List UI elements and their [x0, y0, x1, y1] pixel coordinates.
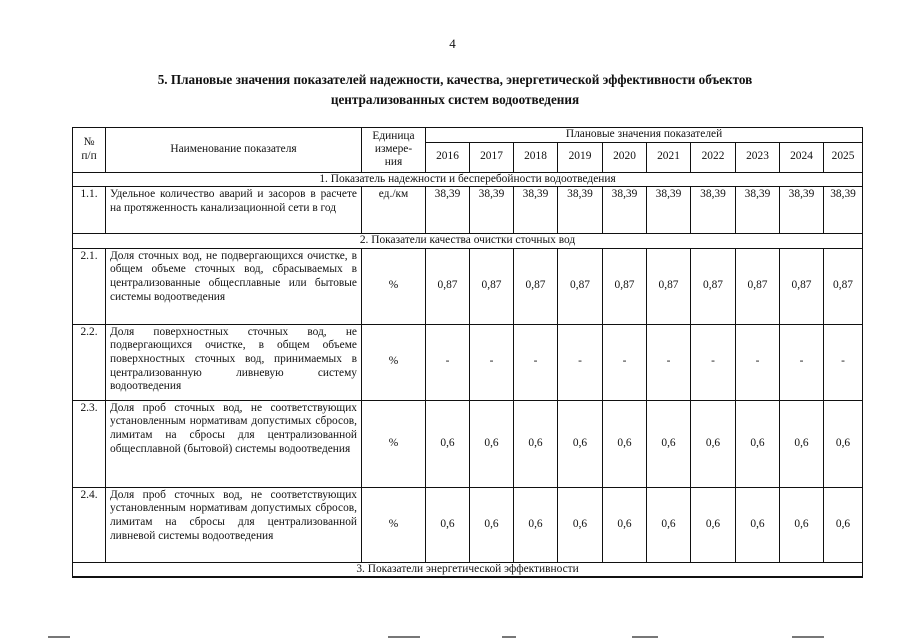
scan-edge-mark: [48, 636, 70, 638]
planned-value: 0,6: [426, 487, 470, 562]
planned-value: 38,39: [691, 187, 736, 234]
row-number: 2.2.: [73, 324, 106, 400]
planned-value: 0,87: [426, 248, 470, 324]
planned-value: 38,39: [603, 187, 647, 234]
planned-value: 0,6: [824, 487, 863, 562]
planned-value: 0,6: [603, 487, 647, 562]
header-planned-values: Плановые значения показателей: [426, 128, 863, 143]
planned-value: 0,6: [470, 400, 514, 487]
planned-value: 0,6: [647, 400, 691, 487]
planned-value: -: [426, 324, 470, 400]
heading-line-2: централизованных систем водоотведения: [330, 92, 580, 107]
planned-value: 38,39: [426, 187, 470, 234]
row-number: 1.1.: [73, 187, 106, 234]
header-year: 2017: [470, 142, 514, 172]
indicator-unit: %: [362, 487, 426, 562]
planned-value: 0,6: [558, 487, 603, 562]
planned-value: 0,87: [558, 248, 603, 324]
planned-value: 0,87: [470, 248, 514, 324]
planned-value: -: [780, 324, 824, 400]
header-year: 2016: [426, 142, 470, 172]
table-row: [73, 324, 863, 400]
row-number: 2.1.: [73, 248, 106, 324]
indicator-unit: %: [362, 324, 426, 400]
planned-value: 0,87: [647, 248, 691, 324]
planned-value: 38,39: [470, 187, 514, 234]
planned-value: 0,6: [824, 400, 863, 487]
planned-value: -: [514, 324, 558, 400]
planned-value: 38,39: [780, 187, 824, 234]
table-row: [73, 400, 863, 487]
scan-edge-mark: [388, 636, 420, 638]
planned-value: 0,6: [691, 400, 736, 487]
table-row: [73, 248, 863, 324]
header-year: 2018: [514, 142, 558, 172]
planned-value: 0,87: [736, 248, 780, 324]
planned-value: 0,87: [824, 248, 863, 324]
planned-value: -: [824, 324, 863, 400]
scan-edge-mark: [632, 636, 658, 638]
header-num: № п/п: [73, 128, 106, 173]
planned-value: 0,87: [514, 248, 558, 324]
planned-value: 0,6: [691, 487, 736, 562]
planned-value: 0,87: [603, 248, 647, 324]
scan-edge-mark: [502, 636, 516, 638]
indicators-table: [72, 127, 863, 578]
header-year: 2020: [603, 142, 647, 172]
planned-value: 0,6: [426, 400, 470, 487]
planned-value: 0,87: [691, 248, 736, 324]
header-year: 2022: [691, 142, 736, 172]
planned-value: -: [691, 324, 736, 400]
table-header: [73, 128, 863, 173]
planned-value: -: [470, 324, 514, 400]
planned-value: 0,87: [780, 248, 824, 324]
planned-value: 38,39: [736, 187, 780, 234]
section-row: [73, 562, 863, 577]
header-year: 2021: [647, 142, 691, 172]
row-number: 2.3.: [73, 400, 106, 487]
planned-value: 0,6: [647, 487, 691, 562]
planned-value: 0,6: [514, 400, 558, 487]
planned-value: 38,39: [514, 187, 558, 234]
header-year: 2024: [780, 142, 824, 172]
planned-value: 0,6: [736, 487, 780, 562]
section-title: 3. Показатели энергетической эффективности: [73, 562, 863, 577]
indicator-name: Доля поверхностных сточных вод, не подвергающихся очистке, в общем объеме поверхностных сточных вод, принимаемых в централизованную ливневую систему водоотведения: [106, 324, 362, 400]
header-name: Наименование показателя: [106, 128, 362, 173]
indicator-unit: %: [362, 400, 426, 487]
header-unit: Единица измере- ния: [362, 128, 426, 173]
section-title: 2. Показатели качества очистки сточных вод: [73, 234, 863, 249]
planned-value: 0,6: [470, 487, 514, 562]
header-year: 2019: [558, 142, 603, 172]
planned-value: 38,39: [647, 187, 691, 234]
section-title: 1. Показатель надежности и бесперебойности водоотведения: [73, 172, 863, 187]
planned-value: -: [736, 324, 780, 400]
scan-edge-mark: [792, 636, 824, 638]
row-number: 2.4.: [73, 487, 106, 562]
header-year: 2025: [824, 142, 863, 172]
planned-value: 0,6: [736, 400, 780, 487]
header-year: 2023: [736, 142, 780, 172]
planned-value: 38,39: [824, 187, 863, 234]
section-row: [73, 172, 863, 187]
indicator-name: Доля проб сточных вод, не соответствующих установленным нормативам допустимых сбросов, лимитам на сбросы для централизованной ливневой системы водоотведения: [106, 487, 362, 562]
document-heading: [60, 70, 850, 110]
indicator-unit: %: [362, 248, 426, 324]
planned-value: 0,6: [780, 487, 824, 562]
indicator-name: Удельное количество аварий и засоров в расчете на протяженность канализационной сети в год: [106, 187, 362, 234]
section-row: [73, 234, 863, 249]
heading-line-1: 5. Плановые значения показателей надежности, качества, энергетической эффективности объектов: [157, 72, 753, 87]
table-row: [73, 187, 863, 234]
indicator-name: Доля проб сточных вод, не соответствующих установленным нормативам допустимых сбросов, лимитам на сбросы для централизованной общесплавной (бытовой) системы водоотведения: [106, 400, 362, 487]
planned-value: 0,6: [558, 400, 603, 487]
planned-value: 0,6: [514, 487, 558, 562]
planned-value: -: [603, 324, 647, 400]
table-body: [73, 172, 863, 577]
planned-value: 0,6: [780, 400, 824, 487]
planned-value: 0,6: [603, 400, 647, 487]
indicator-name: Доля сточных вод, не подвергающихся очистке, в общем объеме сточных вод, сбрасываемых в централизованные общесплавные или бытовые системы водоотведения: [106, 248, 362, 324]
planned-value: 38,39: [558, 187, 603, 234]
table-row: [73, 487, 863, 562]
planned-value: -: [558, 324, 603, 400]
planned-value: -: [647, 324, 691, 400]
page-number: 4: [449, 36, 456, 51]
indicator-unit: ед./км: [362, 187, 426, 234]
